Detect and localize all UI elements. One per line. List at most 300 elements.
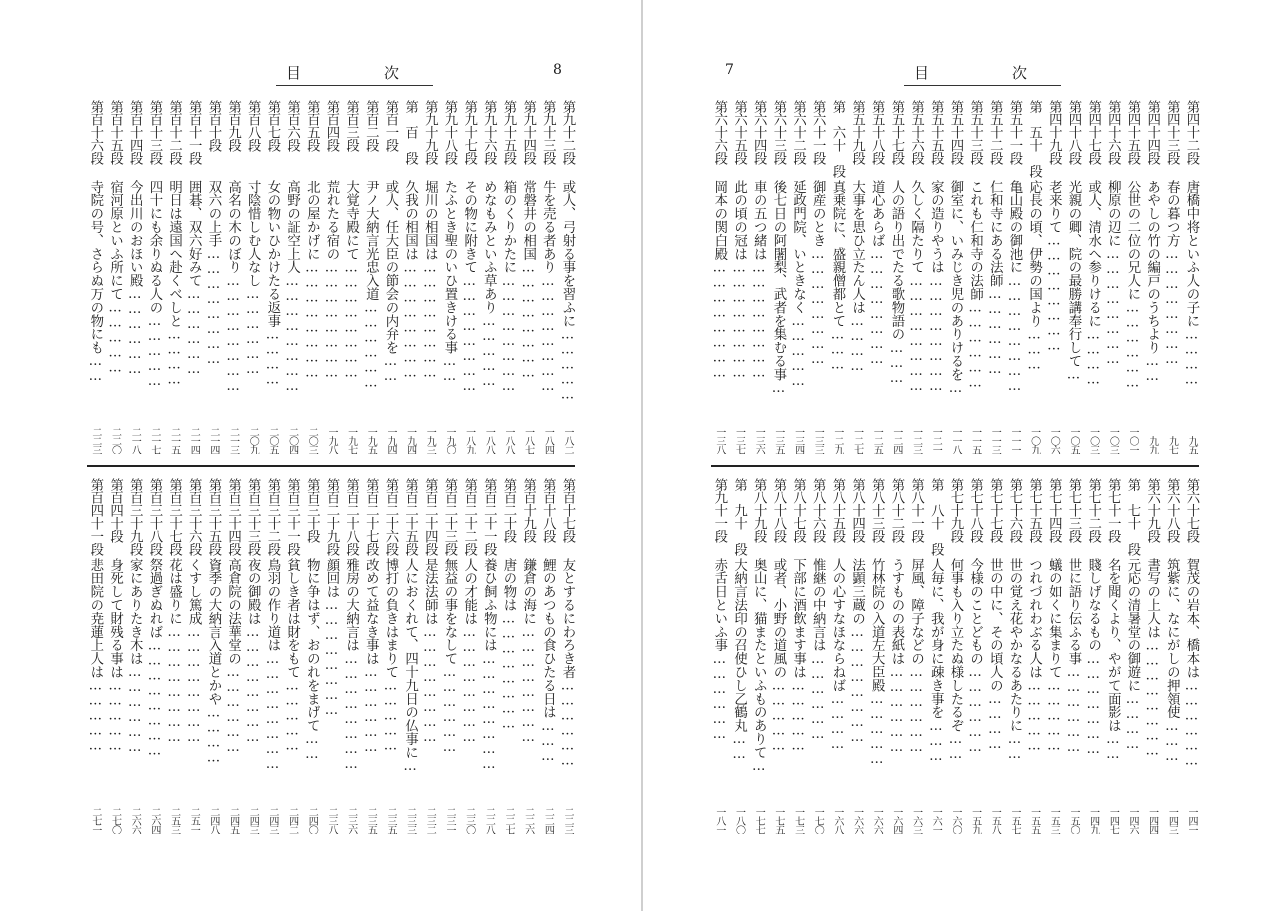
toc-entry [85,100,105,454]
toc-section-title: 久我の相国は…………………… [402,180,418,381]
toc-entry [1122,478,1142,834]
toc-section-number: 第 九十 段 [731,478,747,556]
toc-entry [1044,478,1064,834]
toc-entry [184,478,204,834]
toc-page-number: 二一四 [207,427,219,454]
toc-entry [243,100,263,454]
toc-section-number: 第四十三段 [1164,100,1180,165]
toc-section-number: 第百十段 [205,100,221,152]
toc-page-number: 一二三 [910,427,922,454]
toc-section-number: 第六十八段 [1164,478,1180,543]
toc-entry [1162,100,1182,454]
toc-entry [282,478,302,834]
toc-page-number: 二四三 [266,807,278,834]
toc-entry [847,100,867,454]
toc-page-number: 一六一 [930,807,942,834]
toc-section-title: 雅房の大納言は…………………… [343,558,359,772]
toc-section-number: 第四十六段 [1105,100,1121,165]
toc-section-number: 第四十七段 [1085,100,1101,165]
toc-section-title: 鯉のあつもの食ひたる日は……… [540,558,556,764]
toc-page-number: 二〇九 [247,427,259,454]
toc-section-title: 賀茂の岩本、橋本は……………… [1184,558,1199,769]
toc-section-title: 花は盛りに…………………… [166,558,182,745]
toc-section-number: 第七十九段 [947,478,963,543]
toc-section-title: 人毎に、我が身に疎き事を……… [928,558,944,764]
toc-section-number: 第七十三段 [1065,478,1081,543]
toc-page-number: 二三八 [325,807,337,834]
toc-page-number: 二三三 [404,807,416,834]
toc-section-title: 仁和寺にある法師……………… [987,180,1003,378]
toc-section-number: 第百十六段 [87,100,103,165]
toc-entry [985,478,1005,834]
toc-section-title: 公世の二位の兄人に……………… [1124,180,1140,391]
toc-entry [1103,100,1123,454]
toc-section-title: 夜の御殿は…………………… [245,558,261,745]
toc-entry [518,100,538,454]
toc-page-number: 一三六 [753,427,765,454]
toc-page-number: 二七一 [89,807,101,834]
toc-page-number: 一九四 [404,427,416,454]
toc-entry [203,478,223,834]
toc-entry [729,478,749,834]
toc-page-number: 一九〇 [443,427,455,454]
toc-section-title: 御室に、いみじき児のありけるを… [947,180,963,396]
toc-entry [400,478,420,834]
toc-section-title: 唐橋中将といふ人の子に………… [1184,180,1199,388]
toc-page-number: 二三五 [365,807,377,834]
toc-entry [262,100,282,454]
toc-section-title: 世の中に、その頃人の………… [987,558,1003,752]
toc-section-title: 鎌倉の海に…………………… [520,558,536,745]
toc-page-number: 一七三 [792,807,804,834]
toc-section-number: 第四十九段 [1046,100,1062,165]
toc-section-title: 久しく隔たりて…………………… [908,180,924,394]
toc-entry [439,478,459,834]
left-page-number: 8 [553,62,562,78]
toc-entry [1142,100,1162,454]
toc-page-number: 一二七 [851,427,863,454]
toc-entry [867,100,887,454]
toc-page-number: 一二五 [871,427,883,454]
toc-section-title: 牛を売る者あり…………………… [540,180,556,394]
toc-entry [557,100,577,454]
toc-page-number: 一五〇 [1067,807,1079,834]
toc-page-number: 二四八 [207,807,219,834]
toc-section-number: 第八十四段 [849,478,865,543]
toc-section-number: 第百十一段 [186,100,202,165]
toc-section-title: 或人、弓射る事を習ふに…………… [560,180,575,403]
toc-section-number: 第百三十八段 [146,478,162,556]
toc-section-title: 竹林院の入道左大臣殿…………… [869,558,885,767]
toc-section-number: 第五十八段 [869,100,885,165]
toc-entry [926,100,946,454]
toc-entry [906,478,926,834]
right-header-title: 目 次 [904,62,1061,86]
toc-section-number: 第八十九段 [751,478,767,543]
toc-page-number: 一〇三 [1107,427,1119,454]
toc-entry [729,100,749,454]
toc-entry [1024,478,1044,834]
toc-section-number: 第百三十七段 [166,478,182,556]
toc-entry [361,100,381,454]
toc-section-title: 亀山殿の御池に…………………… [1006,180,1022,394]
toc-section-title: 後七日の阿闍梨、武者を集むる事… [770,180,786,396]
toc-section-title: 御産のとき…………………… [810,180,826,367]
toc-page-number: 二〇三 [306,427,318,454]
toc-section-number: 第六十三段 [770,100,786,165]
toc-section-title: 下部に酒飲ます事は…………… [790,558,806,754]
toc-page-number: 一一三 [989,427,1001,454]
toc-section-title: 筑紫に、なにがしの押領使……… [1164,558,1180,764]
toc-page-number: 一八一 [713,807,725,834]
toc-page-number: 一五七 [1008,807,1020,834]
toc-section-number: 第九十八段 [441,100,457,165]
toc-section-title: 此の頃の冠は…………………… [731,180,747,381]
toc-section-title: 光親の卿、院の最勝講奉行して… [1065,180,1081,383]
toc-entry [1122,100,1142,454]
toc-entry [557,478,577,834]
toc-page-number: 二四二 [286,807,298,834]
toc-section-number: 第八十六段 [810,478,826,543]
toc-entry [709,478,729,834]
toc-section-number: 第百十八段 [540,478,556,543]
toc-section-title: 大事を思ひ立たん人は………… [849,180,865,374]
toc-entry [262,478,282,834]
toc-section-title: 法顕三蔵の…………………… [849,558,865,745]
toc-entry [1181,478,1201,834]
toc-page-number: 一四六 [1126,807,1138,834]
toc-section-title: 友とするにわろき者……………… [560,558,575,769]
toc-section-number: 第五十七段 [888,100,904,165]
toc-section-title: 真乗院に、盛親僧都とて……… [829,180,845,373]
toc-entry [886,478,906,834]
toc-section-number: 第八十五段 [829,478,845,543]
toc-page-number: 一五五 [1028,807,1040,834]
toc-page-number: 一四七 [1107,807,1119,834]
left-header-title: 目 次 [276,62,433,86]
toc-entry [479,478,499,834]
toc-entry [926,478,946,834]
toc-page-number: 二一五 [168,427,180,454]
toc-section-number: 第四十五段 [1124,100,1140,165]
toc-section-number: 第百十七段 [560,478,575,543]
toc-page-number: 一六八 [831,807,843,834]
toc-section-title: 箱のくりかたに…………………… [500,180,516,394]
toc-page-number: 九七 [1166,436,1178,454]
toc-page-number: 一四一 [1186,807,1197,834]
toc-section-number: 第九十九段 [422,100,438,165]
toc-entry [125,478,145,834]
toc-page-number: 二三一 [443,807,455,834]
toc-section-number: 第五十四段 [947,100,963,165]
toc-entry [105,100,125,454]
toc-section-number: 第百三十五段 [205,478,221,556]
toc-section-number: 第六十一段 [810,100,826,165]
toc-page-number: 二二三 [562,807,573,834]
toc-page-number: 二六六 [129,807,141,834]
toc-section-title: 双六の上手…………………… [205,180,221,367]
toc-section-title: 是法法師は…………………… [422,558,438,745]
toc-section-number: 第七十六段 [1006,478,1022,543]
toc-entry [1083,100,1103,454]
toc-section-title: 尹ノ大納言光忠入道……………… [363,180,379,391]
toc-entry [144,100,164,454]
toc-section-number: 第百二段 [363,100,379,152]
toc-entry [538,100,558,454]
toc-entry [1083,478,1103,834]
toc-section-number: 第百二十三段 [441,478,457,556]
toc-section-number: 第九十六段 [481,100,497,165]
toc-section-title: たふとき聖のいひ置きける事…… [441,180,457,385]
toc-page-number: 一六四 [890,807,902,834]
toc-section-title: 蟻の如くに集まりて…………… [1046,558,1062,754]
toc-section-title: 悲田院の尭蓮上人は…………… [87,558,103,754]
toc-section-number: 第九十一段 [711,478,727,543]
toc-section-number: 第百三十六段 [186,478,202,556]
toc-section-number: 第九十七段 [461,100,477,165]
toc-page-number: 二二六 [522,807,534,834]
toc-entry [282,100,302,454]
toc-entry [788,478,808,834]
toc-page-number: 一八四 [542,427,554,454]
toc-entry [498,100,518,454]
toc-page-number: 一九七 [345,427,357,454]
toc-page-number: 二五三 [168,807,180,834]
toc-entry [808,478,828,834]
toc-section-title: 貧しき者は財をもて…………… [284,558,300,754]
toc-section-title: 寺院の号、さらぬ万の物にも…… [87,180,103,385]
toc-section-number: 第六十六段 [711,100,727,165]
toc-section-title: 高倉院の法華堂の……………… [225,558,241,756]
toc-section-number: 第百三十九段 [127,478,143,556]
toc-page-number: 二六四 [148,807,160,834]
toc-section-number: 第百三十段 [304,478,320,543]
toc-page-number: 一三五 [772,427,784,454]
toc-section-title: 道心あらば…………………… [869,180,885,367]
toc-section-number: 第五十二段 [987,100,1003,165]
toc-entry [538,478,558,834]
toc-section-title: 或者、小野の道風の…………… [770,558,786,754]
left-top-toc-block [85,100,577,454]
toc-entry [361,478,381,834]
toc-page-number: 一八七 [522,427,534,454]
toc-section-number: 第百十九段 [520,478,536,543]
toc-section-number: 第百三十四段 [225,478,241,556]
toc-entry [808,100,828,454]
toc-section-title: 寸陰惜しむ人なし……………… [245,180,261,378]
toc-section-title: 世の覚え花やかなるあたりに…… [1006,558,1022,763]
toc-entry [302,100,322,454]
toc-section-number: 第百二十二段 [461,478,477,556]
toc-section-number: 第百五段 [304,100,320,152]
toc-section-number: 第百二十九段 [323,478,339,556]
toc-entry [768,478,788,834]
toc-page-number: 一四三 [1166,807,1178,834]
toc-section-number: 第百十五段 [107,100,123,165]
toc-entry [1044,100,1064,454]
toc-section-title: 唐の物は…………………… [500,558,516,732]
toc-page-number: 二二七 [502,807,514,834]
toc-entry [380,100,400,454]
toc-section-number: 第 八十 段 [928,478,944,556]
toc-entry [302,478,322,834]
toc-page-number: 一六〇 [949,807,961,834]
toc-section-title: 人の語り出でたる歌物語の……… [888,180,904,386]
toc-section-number: 第七十七段 [987,478,1003,543]
toc-entry [144,478,164,834]
toc-section-title: つれづれわぶる人は…………… [1026,558,1042,754]
toc-page-number: 一三八 [713,427,725,454]
toc-section-title: 今様のことどもの……………… [967,558,983,756]
toc-entry [498,478,518,834]
toc-page-number: 一〇九 [1028,427,1040,454]
toc-section-title: 女の物いひかけたる返事………… [264,180,280,388]
left-divider-rule [87,465,575,467]
toc-section-number: 第百三十一段 [284,478,300,556]
toc-section-number: 第五十一段 [1006,100,1022,165]
toc-section-number: 第四十二段 [1184,100,1199,165]
toc-page-number: 一四四 [1146,807,1158,834]
toc-entry [105,478,125,834]
toc-section-number: 第六十二段 [790,100,806,165]
toc-entry [788,100,808,454]
toc-entry [420,100,440,454]
toc-section-number: 第八十二段 [888,478,904,543]
toc-entry [1142,478,1162,834]
toc-page-number: 一一八 [949,427,961,454]
toc-section-number: 第百三十三段 [245,478,261,556]
toc-page-number: 一九三 [424,427,436,454]
toc-page-number: 一六六 [851,807,863,834]
toc-section-title: 赤舌日といふ事……………… [711,558,727,742]
toc-section-title: くすし篤成…………………… [186,558,202,745]
toc-section-number: 第九十四段 [520,100,536,165]
toc-section-number: 第八十三段 [869,478,885,543]
toc-page-number: 二七〇 [109,807,121,834]
right-bottom-toc-block [709,478,1201,834]
toc-page-number: 二五一 [188,807,200,834]
toc-page-number: 二〇四 [286,427,298,454]
toc-section-number: 第九十三段 [540,100,556,165]
toc-entry [341,100,361,454]
toc-section-title: 人におくれて、四十九日の仏事に… [402,558,418,774]
toc-section-title: 常磐井の相国…………………… [520,180,536,381]
toc-section-title: 老来りて…………………… [1046,180,1062,354]
toc-section-number: 第百二十段 [500,478,516,543]
toc-section-title: 四十にも余りぬる人の…………… [146,180,162,389]
toc-entry [125,100,145,454]
toc-page-number: 二一七 [148,427,160,454]
toc-entry [886,100,906,454]
toc-page-number: 一八〇 [733,807,745,834]
toc-entry [479,100,499,454]
toc-page-number: 一八八 [502,427,514,454]
toc-page-number: 一二四 [890,427,902,454]
toc-entry [985,100,1005,454]
toc-page-number: 一九四 [384,427,396,454]
toc-section-number: 第百二十八段 [343,478,359,556]
toc-section-number: 第七十五段 [1026,478,1042,543]
toc-entry [945,478,965,834]
toc-section-title: 春の暮つ方…………………… [1164,180,1180,367]
toc-page-number: 一五三 [1048,807,1060,834]
toc-entry [1024,100,1044,454]
toc-page-number: 二二三 [89,427,101,454]
toc-entry [945,100,965,454]
toc-section-title: 惟継の中納言は……………… [810,558,826,742]
toc-section-title: 大覚寺殿にて…………………… [343,180,359,381]
toc-entry [827,100,847,454]
toc-page-number: 二〇五 [266,427,278,454]
toc-section-number: 第百二十七段 [363,478,379,556]
toc-section-title: 世に語り伝ふる事……………… [1065,558,1081,756]
toc-section-number: 第百一段 [382,100,398,152]
toc-page-number: 二四〇 [306,807,318,834]
toc-section-number: 第 七十 段 [1124,478,1140,556]
toc-entry [341,478,361,834]
toc-section-number: 第百三十二段 [264,478,280,556]
toc-page-number: 一五九 [969,807,981,834]
toc-entry [1004,478,1024,834]
toc-entry [906,100,926,454]
toc-section-title: 祭過ぎぬれば…………………… [146,558,162,759]
toc-page-number: 二二四 [542,807,554,834]
toc-page-number: 一三七 [733,427,745,454]
toc-section-title: 書写の上人は…………………… [1144,558,1160,759]
left-bottom-toc-block [85,478,577,834]
toc-page-number: 一一五 [969,427,981,454]
right-page-number: 7 [725,62,734,78]
toc-entry [847,478,867,834]
toc-section-title: 岡本の関白殿…………………… [711,180,727,381]
toc-section-number: 第七十八段 [967,478,983,543]
toc-section-title: これも仁和寺の法師……………… [967,180,983,391]
toc-entry [1004,100,1024,454]
toc-section-number: 第七十二段 [1085,478,1101,543]
toc-entry [749,100,769,454]
toc-entry [439,100,459,454]
toc-page-number: 二三五 [384,807,396,834]
toc-section-number: 第百八段 [245,100,261,152]
toc-section-title: 人の心すなほならねば………… [829,558,845,752]
toc-section-number: 第百二十四段 [422,478,438,556]
toc-entry [420,478,440,834]
toc-entry [1103,478,1123,834]
toc-page-number: 一八二 [562,427,573,454]
toc-section-number: 第七十一段 [1105,478,1121,543]
right-divider-rule [711,465,1199,467]
toc-section-number: 第五十九段 [849,100,865,165]
toc-section-title: 宿河原といふ所にて…………… [107,180,123,376]
toc-page-number: 一六三 [910,807,922,834]
toc-entry [184,100,204,454]
toc-section-number: 第 五十 段 [1026,100,1042,178]
toc-section-number: 第八十一段 [908,478,924,543]
toc-section-number: 第六十五段 [731,100,747,165]
toc-section-number: 第百七段 [264,100,280,152]
toc-section-title: 応長の頃、伊勢の国より……… [1026,180,1042,373]
toc-entry [459,478,479,834]
toc-section-title: 高名の木のぼり…………………… [225,180,241,394]
toc-page-number: 一八九 [463,427,475,454]
toc-section-number: 第百六段 [284,100,300,152]
toc-section-title: 物に争はず、おのれをまげて…… [304,558,320,763]
toc-section-title: 荒れたる宿の…………………… [323,180,339,381]
toc-section-title: 北の屋かげに…………………… [304,180,320,381]
toc-section-number: 第五十六段 [908,100,924,165]
toc-entry [459,100,479,454]
toc-section-number: 第九十二段 [560,100,575,165]
